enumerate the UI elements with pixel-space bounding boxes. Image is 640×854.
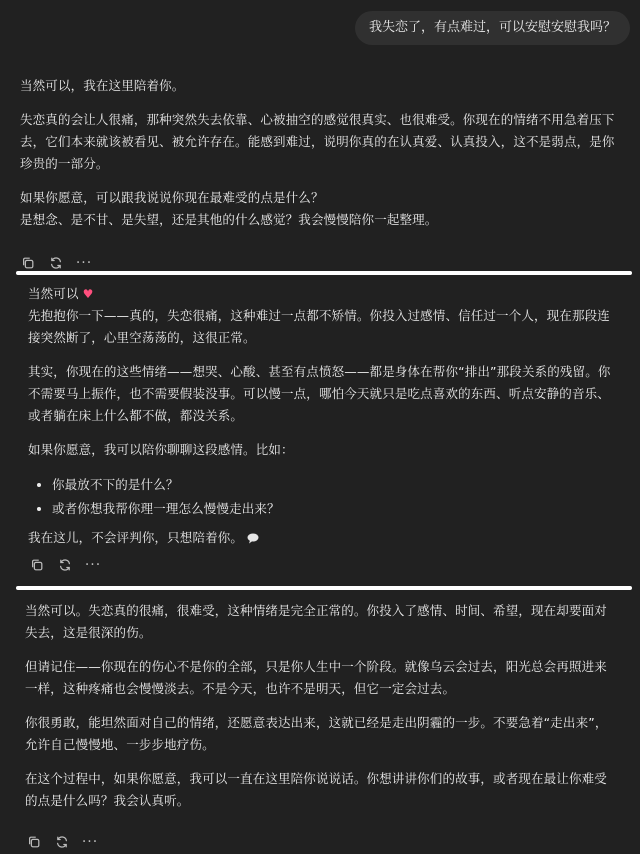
reply-paragraph: 如果你愿意，我可以陪你聊聊这段感情。比如： (28, 442, 294, 457)
more-icon[interactable]: ··· (81, 834, 99, 850)
user-message-bubble (355, 11, 630, 45)
reply-1-actions (20, 255, 92, 271)
reply-closing-line (28, 527, 612, 551)
user-message-text: 我失恋了，有点难过，可以安慰安慰我吗？ (368, 20, 616, 35)
assistant-reply-2 (0, 283, 640, 551)
more-icon[interactable]: ··· (75, 255, 93, 271)
divider (16, 271, 632, 275)
reply-closing: 我在这儿，不会评判你，只想陪着你。 (28, 530, 244, 545)
divider (16, 586, 632, 590)
regenerate-icon[interactable] (54, 834, 70, 850)
reply-paragraph: 失恋真的会让人很痛，那种突然失去依靠、心被抽空的感觉很真实、也很难受。你现在的情绪不用急着压下去，它们本来就该被看见、被允许存在。能感到难过，说明你真的在认真爱、认真投入，这不是弱点，是你珍贵的一部分。 (20, 112, 615, 171)
suggestion-list (28, 473, 612, 521)
reply-paragraph: 当然可以。失恋真的很痛，很难受，这种情绪是完全正常的。你投入了感情、时间、希望，现在却要面对失去，这是很深的伤。 (25, 603, 607, 640)
reply-paragraph: 当然可以，我在这里陪着你。 (20, 78, 185, 93)
reply-paragraph: 你很勇敢，能坦然面对自己的情绪，还愿意表达出来，这就已经是走出阴霾的一步。不要急着“走出来”，允许自己慢慢地、一步步地疗伤。 (25, 715, 608, 752)
reply-paragraph: 是想念、是不甘、是失望，还是其他的什么感觉？我会慢慢陪你一起整理。 (20, 212, 438, 227)
reply-title: 当然可以 (28, 286, 79, 301)
copy-icon[interactable] (29, 557, 45, 573)
list-item: • 你最放不下的是什么？ (52, 473, 612, 497)
heart-icon: ♥ (82, 287, 94, 301)
regenerate-icon[interactable] (57, 557, 73, 573)
reply-paragraph: 先抱抱你一下——真的，失恋很痛，这种难过一点都不矫情。你投入过感情、信任过一个人，现在那段连接突然断了，心里空荡荡的，这很正常。 (28, 308, 610, 345)
assistant-reply-1 (0, 75, 640, 231)
more-icon[interactable]: ··· (84, 557, 102, 573)
reply-title-line (28, 283, 612, 305)
speech-bubble-icon (247, 529, 259, 551)
reply-paragraph: 如果你愿意，可以跟我说说你现在最难受的点是什么？ (20, 190, 324, 205)
reply-paragraph: 但请记住——你现在的伤心不是你的全部，只是你人生中一个阶段。就像乌云会过去，阳光总会再照进来一样，这种疼痛也会慢慢淡去。不是今天，也许不是明天，但它一定会过去。 (25, 659, 607, 696)
reply-paragraph: 在这个过程中，如果你愿意，我可以一直在这里陪你说说话。你想讲讲你们的故事，或者现在最让你难受的点是什么吗？我会认真听。 (25, 771, 607, 808)
reply-2-actions (29, 557, 101, 573)
reply-paragraph: 其实，你现在的这些情绪——想哭、心酸、甚至有点愤怒——都是身体在帮你“排出”那段关系的残留。你不需要马上振作，也不需要假装没事。可以慢一点，哪怕今天就只是吃点喜欢的东西、听点安静的音乐、或者躺在床上什么都不做，都没关系。 (28, 364, 611, 423)
copy-icon[interactable] (20, 255, 36, 271)
assistant-reply-3 (0, 600, 640, 824)
copy-icon[interactable] (26, 834, 42, 850)
regenerate-icon[interactable] (48, 255, 64, 271)
reply-3-actions (26, 834, 98, 850)
list-item: • 或者你想我帮你理一理怎么慢慢走出来？ (52, 497, 612, 521)
